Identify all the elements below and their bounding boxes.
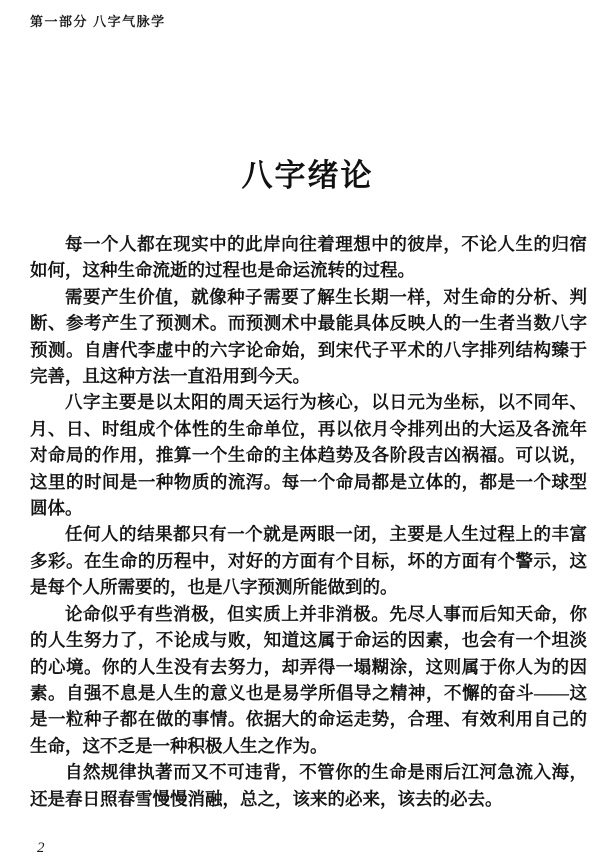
paragraph: 自然规律执著而又不可违背，不管你的生命是雨后江河急流入海，还是春日照春雪慢慢消融，总之，该来的必来，该去的必去。 [30,762,587,809]
running-header: 第一部分 八字气脉学 [30,14,166,29]
paragraph: 论命似乎有些消极，但实质上并非消极。先尽人事而后知天命，你的人生努力了，不论成与败，知道这属于命运的因素，也会有一个坦淡的心境。你的人生没有去努力，却弄得一塌糊涂，这则属于你人为的因素。自强不息是人生的意义也是易学所倡导之精神，不懈的奋斗——这是一粒种子都在做的事情。依据大的命运走势，合理、有效利用自己的生命，这不乏是一种积极人生之作为。 [30,603,587,756]
paragraph: 每一个人都在现实中的此岸向往着理想中的彼岸，不论人生的归宿如何，这种生命流逝的过程也是命运流转的过程。 [30,234,587,281]
paragraph: 任何人的结果都只有一个就是两眼一闭，主要是人生过程上的丰富多彩。在生命的历程中，对好的方面有个目标，坏的方面有个警示，这是每个人所需要的，也是八字预测所能做到的。 [30,524,587,598]
paragraph: 需要产生价值，就像种子需要了解生长期一样，对生命的分析、判断、参考产生了预测术。而预测术中最能具体反映人的一生者当数八字预测。自唐代李虚中的六字论命始，到宋代子平术的八字排列结构臻于完善，且这种方法一直沿用到今天。 [30,286,587,387]
page-number: 2 [37,840,45,856]
body-text [30,231,587,812]
paragraph: 八字主要是以太阳的周天运行为核心，以日元为坐标，以不同年、月、日、时组成个体性的生命单位，再以依月令排列出的大运及各流年对命局的作用，推算一个生命的主体趋势及各阶段吉凶祸福。可以说，这里的时间是一种物质的流泻。每一个命局都是立体的，都是一个球型圆体。 [30,392,587,519]
chapter-title: 八字绪论 [241,158,374,193]
